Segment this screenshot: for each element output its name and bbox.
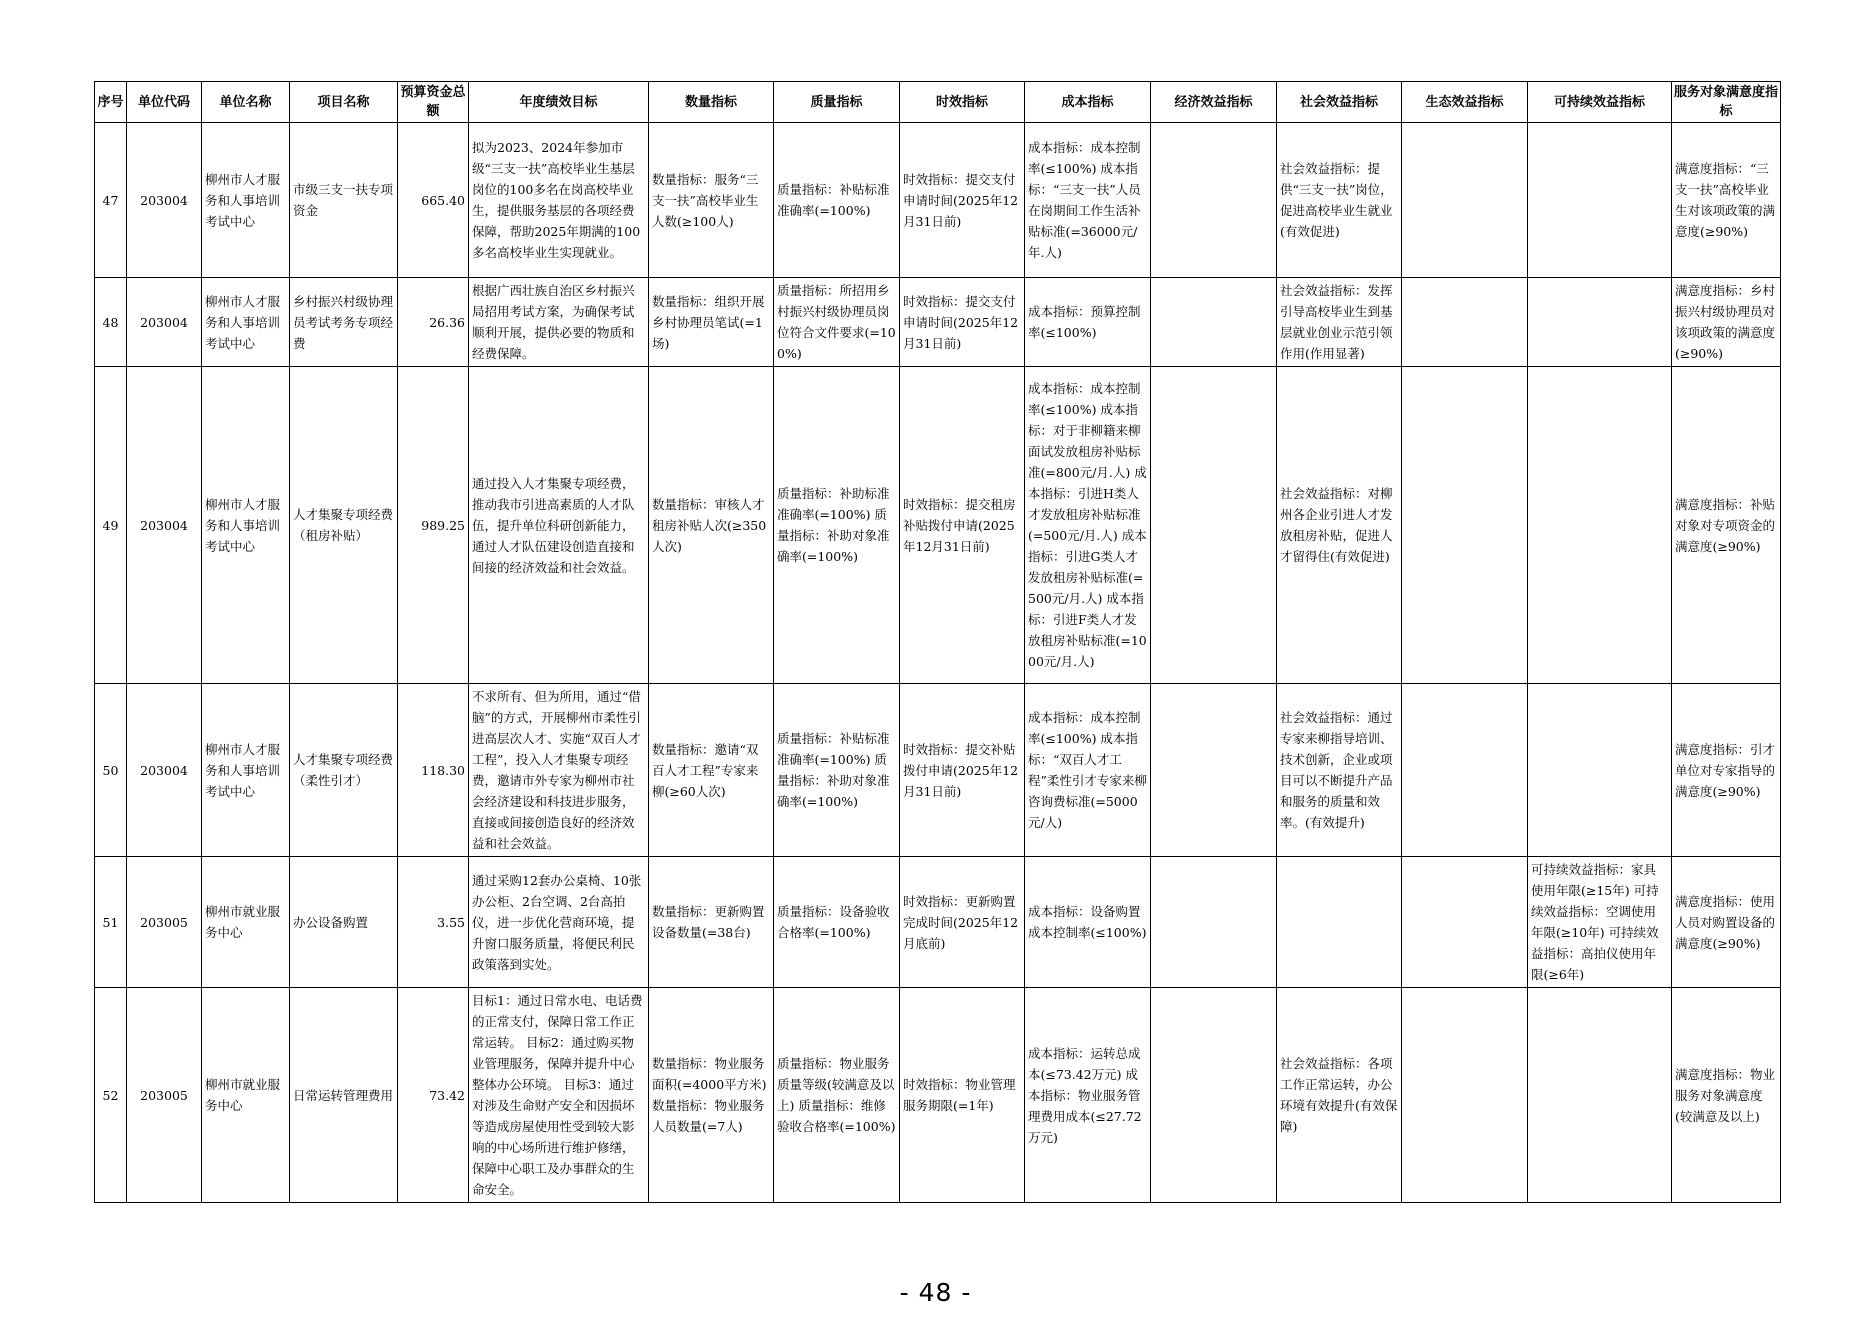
cell-annual-goal: 不求所有、但为所用，通过“借脑”的方式，开展柳州市柔性引进高层次人才、实施“双百人才工程”，投入人才集聚专项经费，邀请市外专家为柳州市社会经济建设和科技进步服务，直接或间接创造良好的经济效益和社会效益。 <box>469 684 649 857</box>
table-row <box>95 367 1781 684</box>
cell-ecological <box>1402 367 1528 684</box>
cell-economic <box>1151 857 1277 988</box>
cell-economic <box>1151 278 1277 367</box>
cell-unit-name: 柳州市就业服务中心 <box>202 857 290 988</box>
cell-seq: 49 <box>95 367 127 684</box>
cell-quantity: 数量指标：邀请“双百人才工程”专家来柳(≥60人次) <box>649 684 774 857</box>
cell-ecological <box>1402 988 1528 1203</box>
header-timeliness: 时效指标 <box>900 82 1025 123</box>
cell-ecological <box>1402 123 1528 278</box>
cell-budget: 3.55 <box>398 857 469 988</box>
cell-social <box>1277 857 1402 988</box>
cell-seq: 51 <box>95 857 127 988</box>
cell-timeliness: 时效指标：提交补贴拨付申请(2025年12月31日前) <box>900 684 1025 857</box>
cell-unit-code: 203004 <box>127 278 202 367</box>
cell-cost: 成本指标：运转总成本(≤73.42万元) 成本指标：物业服务管理费用成本(≤27.72万元) <box>1025 988 1151 1203</box>
cell-sustainable <box>1528 278 1672 367</box>
cell-seq: 48 <box>95 278 127 367</box>
page-number: - 48 - <box>899 1278 972 1307</box>
header-unit-name: 单位名称 <box>202 82 290 123</box>
cell-unit-name: 柳州市人才服务和人事培训考试中心 <box>202 684 290 857</box>
cell-sustainable <box>1528 123 1672 278</box>
cell-budget: 989.25 <box>398 367 469 684</box>
header-ecological: 生态效益指标 <box>1402 82 1528 123</box>
cell-economic <box>1151 367 1277 684</box>
header-annual-goal: 年度绩效目标 <box>469 82 649 123</box>
cell-project-name: 市级三支一扶专项资金 <box>290 123 398 278</box>
table-row <box>95 857 1781 988</box>
cell-sustainable: 可持续效益指标：家具使用年限(≥15年) 可持续效益指标：空调使用年限(≥10年) 可持续效益指标：高拍仪使用年限(≥6年) <box>1528 857 1672 988</box>
header-unit-code: 单位代码 <box>127 82 202 123</box>
header-sustainable: 可持续效益指标 <box>1528 82 1672 123</box>
cell-annual-goal: 拟为2023、2024年参加市级“三支一扶”高校毕业生基层岗位的100多名在岗高校毕业生，提供服务基层的各项经费保障，帮助2025年期满的100多名高校毕业生实现就业。 <box>469 123 649 278</box>
header-quantity: 数量指标 <box>649 82 774 123</box>
cell-quality: 质量指标：物业服务质量等级(较满意及以上) 质量指标：维修验收合格率(=100%) <box>774 988 900 1203</box>
cell-satisfaction: 满意度指标：“三支一扶”高校毕业生对该项政策的满意度(≥90%) <box>1672 123 1781 278</box>
cell-quantity: 数量指标：审核人才租房补贴人次(≥350人次) <box>649 367 774 684</box>
cell-cost: 成本指标：成本控制率(≤100%) 成本指标：对于非柳籍来柳面试发放租房补贴标准(=800元/月.人) 成本指标：引进H类人才发放租房补贴标准(=500元/月.人) 成本指标：引进G类人才发放租房补贴标准(=500元/月.人) 成本指标：引进F类人才发放租房补贴标准(=1000元/月.人) <box>1025 367 1151 684</box>
cell-satisfaction: 满意度指标：使用人员对购置设备的满意度(≥90%) <box>1672 857 1781 988</box>
cell-satisfaction: 满意度指标：乡村振兴村级协理员对该项政策的满意度(≥90%) <box>1672 278 1781 367</box>
header-cost: 成本指标 <box>1025 82 1151 123</box>
cell-quantity: 数量指标：服务“三支一扶”高校毕业生人数(≥100人) <box>649 123 774 278</box>
performance-table <box>94 81 1781 1203</box>
cell-quantity: 数量指标：更新购置设备数量(=38台) <box>649 857 774 988</box>
cell-social: 社会效益指标：各项工作正常运转，办公环境有效提升(有效保障) <box>1277 988 1402 1203</box>
cell-budget: 26.36 <box>398 278 469 367</box>
header-economic: 经济效益指标 <box>1151 82 1277 123</box>
cell-ecological <box>1402 278 1528 367</box>
cell-project-name: 日常运转管理费用 <box>290 988 398 1203</box>
cell-satisfaction: 满意度指标：物业服务对象满意度(较满意及以上) <box>1672 988 1781 1203</box>
cell-project-name: 办公设备购置 <box>290 857 398 988</box>
cell-quality: 质量指标：补贴标准准确率(=100%) 质量指标：补助对象准确率(=100%) <box>774 684 900 857</box>
header-satisfaction: 服务对象满意度指标 <box>1672 82 1781 123</box>
cell-unit-name: 柳州市人才服务和人事培训考试中心 <box>202 123 290 278</box>
cell-social: 社会效益指标：通过专家来柳指导培训、技术创新，企业或项目可以不断提升产品和服务的质量和效率。(有效提升) <box>1277 684 1402 857</box>
cell-quality: 质量指标：补助标准准确率(=100%) 质量指标：补助对象准确率(=100%) <box>774 367 900 684</box>
header-budget: 预算资金总额 <box>398 82 469 123</box>
cell-quality: 质量指标：补贴标准准确率(=100%) <box>774 123 900 278</box>
cell-budget: 73.42 <box>398 988 469 1203</box>
header-seq: 序号 <box>95 82 127 123</box>
cell-economic <box>1151 988 1277 1203</box>
cell-annual-goal: 目标1：通过日常水电、电话费的正常支付，保障日常工作正常运转。 目标2：通过购买物业管理服务，保障并提升中心整体办公环境。 目标3：通过对涉及生命财产安全和因损坏等造成房屋使用性受到较大影响的中心场所进行维护修缮，保障中心职工及办事群众的生命安全。 <box>469 988 649 1203</box>
cell-timeliness: 时效指标：更新购置完成时间(2025年12月底前) <box>900 857 1025 988</box>
cell-annual-goal: 根据广西壮族自治区乡村振兴局招用考试方案，为确保考试顺利开展，提供必要的物质和经费保障。 <box>469 278 649 367</box>
cell-quality: 质量指标：所招用乡村振兴村级协理员岗位符合文件要求(=100%) <box>774 278 900 367</box>
cell-quantity: 数量指标：组织开展乡村协理员笔试(=1场) <box>649 278 774 367</box>
cell-unit-code: 203004 <box>127 123 202 278</box>
cell-economic <box>1151 123 1277 278</box>
table-row <box>95 123 1781 278</box>
cell-timeliness: 时效指标：提交租房补贴拨付申请(2025年12月31日前) <box>900 367 1025 684</box>
cell-social: 社会效益指标：提供“三支一扶”岗位，促进高校毕业生就业(有效促进) <box>1277 123 1402 278</box>
cell-unit-code: 203004 <box>127 367 202 684</box>
header-project-name: 项目名称 <box>290 82 398 123</box>
cell-timeliness: 时效指标：提交支付申请时间(2025年12月31日前) <box>900 123 1025 278</box>
cell-cost: 成本指标：成本控制率(≤100%) 成本指标：“双百人才工程”柔性引才专家来柳咨询费标准(=5000元/人) <box>1025 684 1151 857</box>
cell-unit-name: 柳州市人才服务和人事培训考试中心 <box>202 367 290 684</box>
cell-timeliness: 时效指标：物业管理服务期限(=1年) <box>900 988 1025 1203</box>
cell-unit-code: 203004 <box>127 684 202 857</box>
cell-sustainable <box>1528 367 1672 684</box>
cell-cost: 成本指标：设备购置成本控制率(≤100%) <box>1025 857 1151 988</box>
cell-unit-code: 203005 <box>127 857 202 988</box>
cell-social: 社会效益指标：发挥引导高校毕业生到基层就业创业示范引领作用(作用显著) <box>1277 278 1402 367</box>
cell-budget: 665.40 <box>398 123 469 278</box>
cell-satisfaction: 满意度指标：补贴对象对专项资金的满意度(≥90%) <box>1672 367 1781 684</box>
cell-quantity: 数量指标：物业服务面积(=4000平方米) 数量指标：物业服务人员数量(=7人) <box>649 988 774 1203</box>
cell-sustainable <box>1528 988 1672 1203</box>
cell-cost: 成本指标：成本控制率(≤100%) 成本指标：“三支一扶”人员在岗期间工作生活补贴标准(=36000元/年.人) <box>1025 123 1151 278</box>
cell-annual-goal: 通过采购12套办公桌椅、10张办公柜、2台空调、2台高拍仪，进一步优化营商环境，提升窗口服务质量，将便民利民政策落到实处。 <box>469 857 649 988</box>
cell-unit-name: 柳州市人才服务和人事培训考试中心 <box>202 278 290 367</box>
cell-seq: 47 <box>95 123 127 278</box>
cell-cost: 成本指标：预算控制率(≤100%) <box>1025 278 1151 367</box>
cell-economic <box>1151 684 1277 857</box>
table-row <box>95 684 1781 857</box>
table-row <box>95 988 1781 1203</box>
cell-budget: 118.30 <box>398 684 469 857</box>
cell-sustainable <box>1528 684 1672 857</box>
cell-timeliness: 时效指标：提交支付申请时间(2025年12月31日前) <box>900 278 1025 367</box>
cell-quality: 质量指标：设备验收合格率(=100%) <box>774 857 900 988</box>
table-row <box>95 278 1781 367</box>
header-social: 社会效益指标 <box>1277 82 1402 123</box>
cell-project-name: 乡村振兴村级协理员考试考务专项经费 <box>290 278 398 367</box>
cell-ecological <box>1402 684 1528 857</box>
cell-ecological <box>1402 857 1528 988</box>
cell-project-name: 人才集聚专项经费（租房补贴） <box>290 367 398 684</box>
cell-unit-name: 柳州市就业服务中心 <box>202 988 290 1203</box>
cell-social: 社会效益指标：对柳州各企业引进人才发放租房补贴，促进人才留得住(有效促进) <box>1277 367 1402 684</box>
cell-seq: 52 <box>95 988 127 1203</box>
cell-project-name: 人才集聚专项经费（柔性引才） <box>290 684 398 857</box>
cell-annual-goal: 通过投入人才集聚专项经费，推动我市引进高素质的人才队伍，提升单位科研创新能力，通过人才队伍建设创造直接和间接的经济效益和社会效益。 <box>469 367 649 684</box>
cell-seq: 50 <box>95 684 127 857</box>
header-quality: 质量指标 <box>774 82 900 123</box>
cell-unit-code: 203005 <box>127 988 202 1203</box>
header-row <box>95 82 1781 123</box>
cell-satisfaction: 满意度指标：引才单位对专家指导的满意度(≥90%) <box>1672 684 1781 857</box>
